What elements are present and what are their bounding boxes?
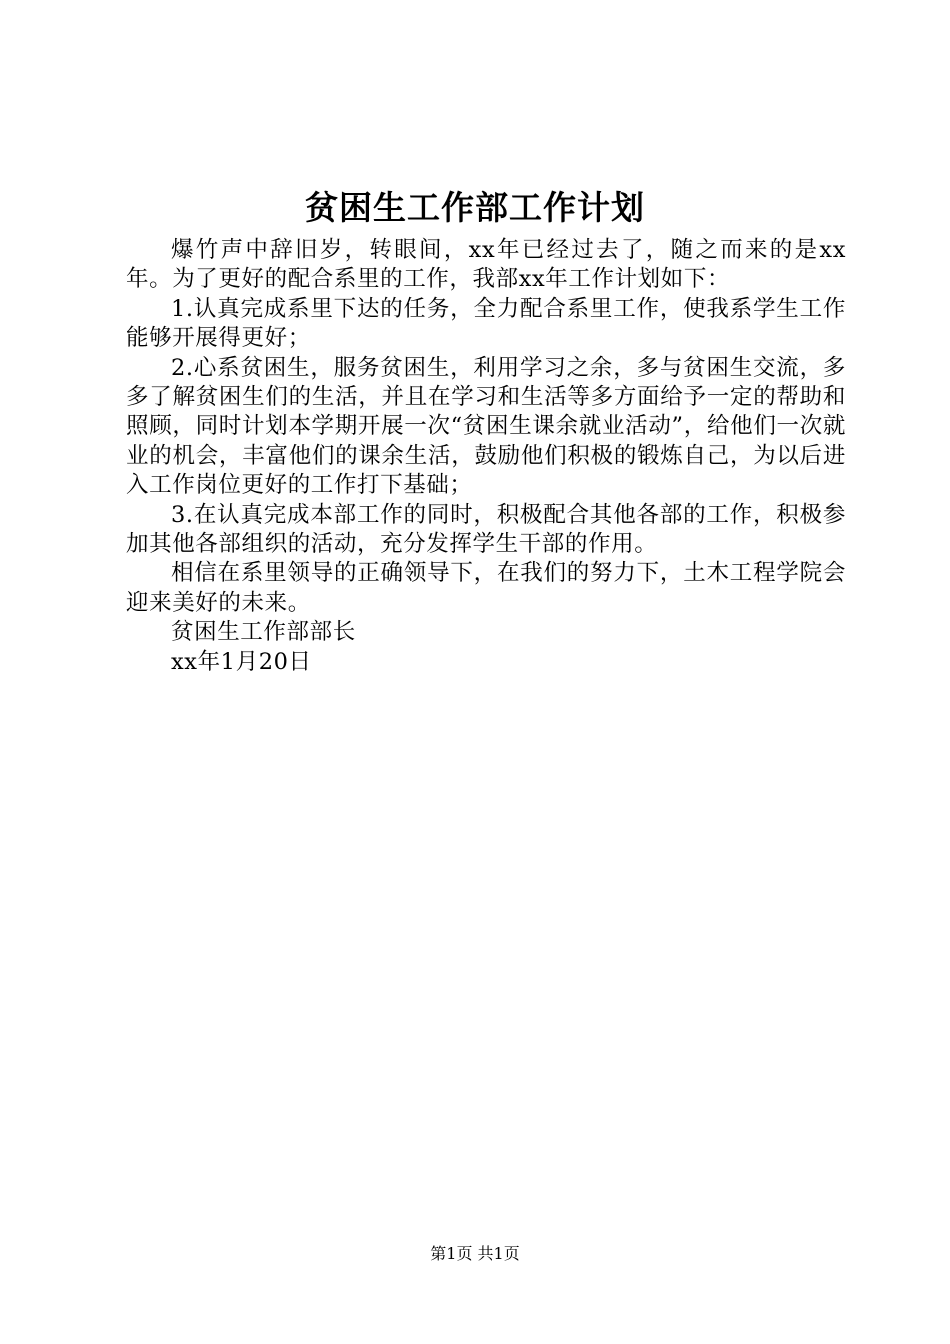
paragraph-item-3: 3.在认真完成本部工作的同时，积极配合其他各部的工作，积极参加其他各部组织的活动，充分发挥学生干部的作用。 <box>126 501 846 558</box>
paragraph-closing: 相信在系里领导的正确领导下，在我们的努力下，土木工程学院会迎来美好的未来。 <box>126 560 846 616</box>
paragraph-intro: 爆竹声中辞旧岁，转眼间，xx年已经过去了，随之而来的是xx年。为了更好的配合系里的工作，我部xx年工作计划如下： <box>126 237 846 293</box>
paragraph-item-2: 2.心系贫困生，服务贫困生，利用学习之余，多与贫困生交流，多多了解贫困生们的生活，并且在学习和生活等多方面给予一定的帮助和照顾，同时计划本学期开展一次“贫困生课余就业活动”，给他们一次就业的机会，丰富他们的课余生活，鼓励他们积极的锻炼自己，为以后进入工作岗位更好的工作打下基础； <box>126 354 846 499</box>
paragraph-item-1: 1.认真完成系里下达的任务，全力配合系里工作，使我系学生工作能够开展得更好； <box>126 295 846 352</box>
document-title: 贫困生工作部工作计划 <box>305 188 645 227</box>
signature: 贫困生工作部部长 <box>171 619 356 646</box>
document-body <box>126 236 846 677</box>
page-footer: 第1页 共1页 <box>430 1244 520 1263</box>
signature-date: xx年1月20日 <box>171 648 312 675</box>
